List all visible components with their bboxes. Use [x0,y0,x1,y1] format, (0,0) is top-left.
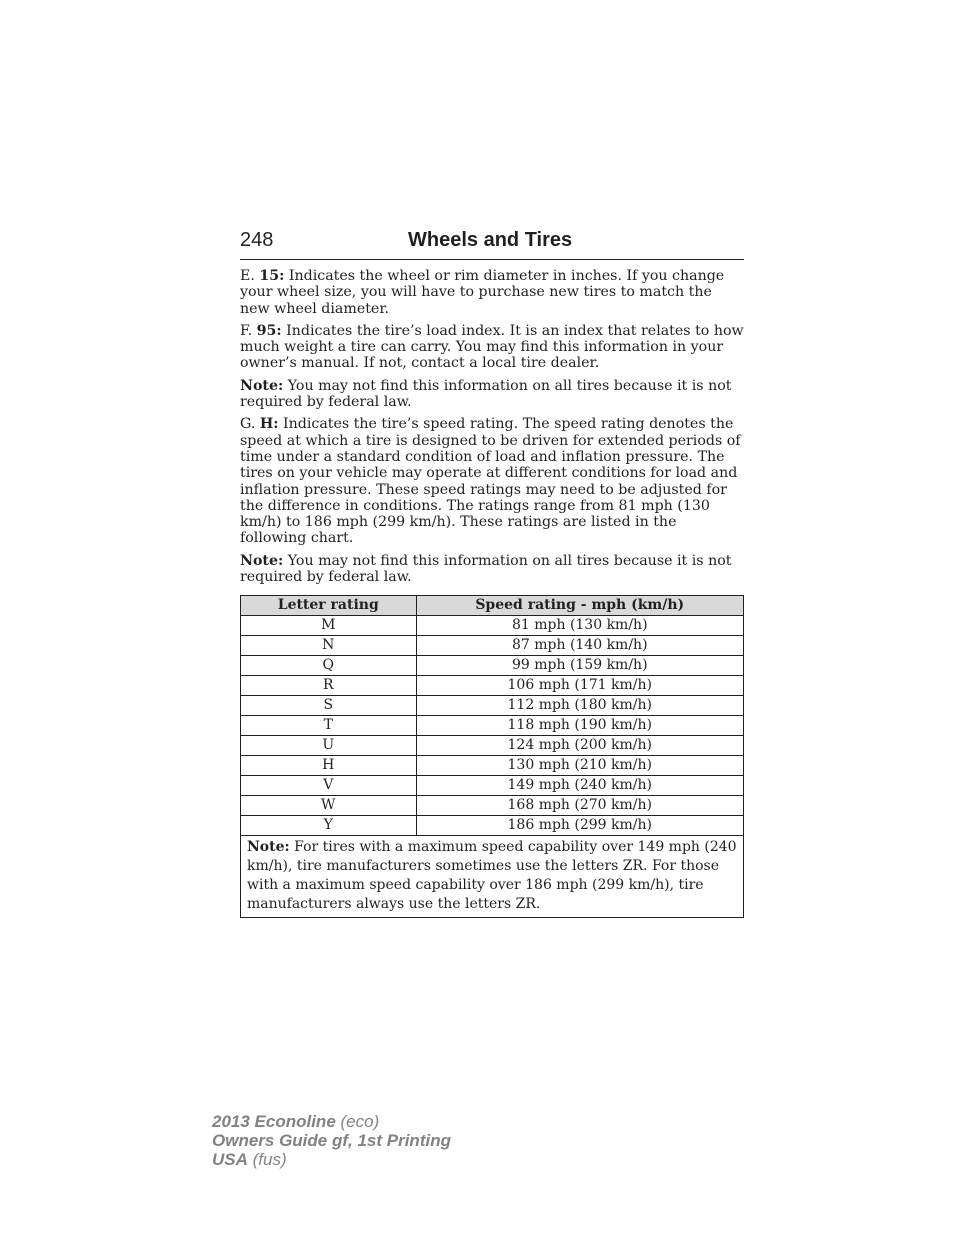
letter-rating-cell: Q [241,656,417,676]
table-row [241,716,744,736]
table-row [241,736,744,756]
table-body [241,616,744,836]
speed-rating-cell: 168 mph (270 km/h) [416,796,744,816]
table-row [241,656,744,676]
speed-rating-cell: 124 mph (200 km/h) [416,736,744,756]
letter-rating-cell: H [241,756,417,776]
speed-rating-cell: 99 mph (159 km/h) [416,656,744,676]
paragraph-f: F. 95: Indicates the tire’s load index. It is an index that relates to how much weight a tire can carry. You may find this information in your owner’s manual. If not, contact a local tire dealer. [240,322,744,372]
letter-rating-cell: T [241,716,417,736]
speed-rating-cell: 106 mph (171 km/h) [416,676,744,696]
table-row [241,636,744,656]
note-paragraph: Note: You may not find this information on all tires because it is not required by federal law. [240,552,732,586]
main-content [240,268,744,918]
letter-rating-cell: W [241,796,417,816]
table-row [241,796,744,816]
speed-rating-cell: 118 mph (190 km/h) [416,716,744,736]
table-row [241,816,744,836]
letter-rating-cell: U [241,736,417,756]
footer-line: 2013 Econoline (eco) [212,1112,380,1131]
table-note-row [241,836,744,918]
speed-rating-table [240,595,744,918]
paragraph-g: G. H: Indicates the tire’s speed rating. The speed rating denotes the speed at which a tire is designed to be driven for extended periods of time under a standard condition of load and inflation pressure. The tires on your vehicle may operate at different conditions for load and inflation pressure. These speed ratings may need to be adjusted for the difference in conditions. The ratings range from 81 mph (130 km/h) to 186 mph (299 km/h). These ratings are listed in the following chart. [240,416,741,547]
page-header [240,229,744,260]
page-number: 248 [240,229,274,251]
letter-rating-cell: S [241,696,417,716]
speed-rating-cell: 112 mph (180 km/h) [416,696,744,716]
table-row [241,676,744,696]
note-paragraph: Note: You may not find this information on all tires because it is not required by federal law. [240,377,732,411]
table-row [241,616,744,636]
footer-line: Owners Guide gf, 1st Printing [212,1131,451,1150]
table-header-row [241,596,744,616]
speed-rating-cell: 186 mph (299 km/h) [416,816,744,836]
column-header-speed: Speed rating - mph (km/h) [416,596,744,616]
column-header-letter: Letter rating [241,596,417,616]
letter-rating-cell: M [241,616,417,636]
page-footer [212,1112,451,1169]
letter-rating-cell: Y [241,816,417,836]
table-row [241,696,744,716]
speed-rating-cell: 81 mph (130 km/h) [416,616,744,636]
letter-rating-cell: N [241,636,417,656]
table-row [241,776,744,796]
letter-rating-cell: R [241,676,417,696]
footer-line: USA (fus) [212,1150,287,1169]
table-note: Note: For tires with a maximum speed capability over 149 mph (240 km/h), tire manufacturers sometimes use the letters ZR. For those with a maximum speed capability over 186 mph (299 km/h), tire manufacturers always use the letters ZR. [241,836,744,918]
speed-rating-cell: 149 mph (240 km/h) [416,776,744,796]
letter-rating-cell: V [241,776,417,796]
section-title: Wheels and Tires [408,229,573,251]
speed-rating-cell: 130 mph (210 km/h) [416,756,744,776]
paragraph-e: E. 15: Indicates the wheel or rim diameter in inches. If you change your wheel size, you will have to purchase new tires to match the new wheel diameter. [240,268,725,317]
table-row [241,756,744,776]
speed-rating-cell: 87 mph (140 km/h) [416,636,744,656]
